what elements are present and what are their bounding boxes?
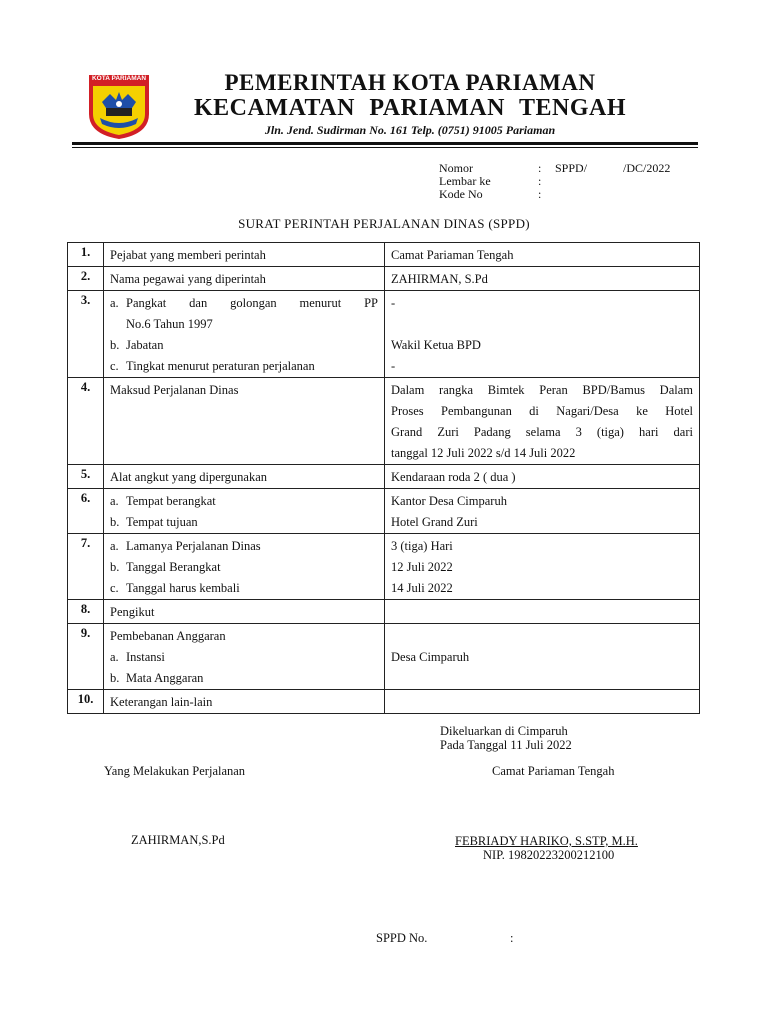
row-label: Tingkat menurut peraturan perjalanan <box>126 359 315 373</box>
table-row <box>68 600 700 624</box>
signatory-right-name: FEBRIADY HARIKO, S.STP, M.H. <box>455 834 638 848</box>
row-value: - <box>391 296 396 310</box>
table-row <box>68 465 700 489</box>
row-value: Desa Cimparuh <box>391 650 470 664</box>
row-label: No.6 Tahun 1997 <box>126 317 213 331</box>
row-value <box>391 602 693 623</box>
row-label: Mata Anggaran <box>126 671 204 685</box>
meta-lembar-colon: : <box>538 174 542 188</box>
row-label: Pejabat yang memberi perintah <box>110 248 266 262</box>
sub-marker: b. <box>110 338 120 352</box>
logo-caption: KOTA PARIAMAN <box>91 75 147 82</box>
row-label: Tempat tujuan <box>126 515 198 529</box>
row-value: Kendaraan roda 2 ( dua ) <box>391 470 516 484</box>
sub-marker: a. <box>110 539 119 553</box>
row-label: Instansi <box>126 650 165 664</box>
table-row <box>68 624 700 690</box>
table-row <box>68 489 700 534</box>
row-label: Pengikut <box>110 605 155 619</box>
row-label: Tempat berangkat <box>126 494 216 508</box>
meta-nomor-suffix: /DC/2022 <box>623 161 671 175</box>
table-row <box>68 690 700 714</box>
row-value: ZAHIRMAN, S.Pd <box>391 272 488 286</box>
row-value: Camat Pariaman Tengah <box>391 248 514 262</box>
sub-marker: a. <box>110 650 119 664</box>
sub-marker: b. <box>110 671 120 685</box>
row-number: 9. <box>68 624 104 690</box>
row-label: Alat angkut yang dipergunakan <box>110 470 268 484</box>
footer-sppd-label: SPPD No. <box>376 931 428 945</box>
meta-lembar-label: Lembar ke <box>439 174 491 188</box>
row-label: Keterangan lain-lain <box>110 695 213 709</box>
row-value: Wakil Ketua BPD <box>391 338 481 352</box>
row-number: 5. <box>68 465 104 489</box>
issued-date: Pada Tanggal 11 Juli 2022 <box>440 738 572 752</box>
header-address: Jln. Jend. Sudirman No. 161 Telp. (0751) 91005 Pariaman <box>264 123 556 137</box>
sub-marker: a. <box>110 296 119 310</box>
row-value: 12 Juli 2022 <box>391 560 453 574</box>
header-district: KECAMATAN PARIAMAN TENGAH <box>193 95 627 121</box>
row-value: tanggal 12 Juli 2022 s/d 14 Juli 2022 <box>391 446 576 460</box>
sub-marker: c. <box>110 581 119 595</box>
row-value: Dalam rangka Bimtek Peran BPD/Bamus Dalam <box>391 383 693 397</box>
document-title: SURAT PERINTAH PERJALANAN DINAS (SPPD) <box>238 216 530 231</box>
table-row <box>68 291 700 378</box>
row-number: 10. <box>68 690 104 714</box>
row-number: 8. <box>68 600 104 624</box>
row-value: Hotel Grand Zuri <box>391 515 478 529</box>
row-value: 14 Juli 2022 <box>391 581 453 595</box>
row-label: Maksud Perjalanan Dinas <box>110 383 239 397</box>
row-number: 6. <box>68 489 104 534</box>
row-label: Pangkat dan golongan menurut PP <box>126 296 378 310</box>
meta-kode-colon: : <box>538 187 542 201</box>
header-government: PEMERINTAH KOTA PARIAMAN <box>224 70 596 95</box>
row-label: Tanggal harus kembali <box>126 581 240 595</box>
header-rule-thin <box>72 147 698 148</box>
row-value: Grand Zuri Padang selama 3 (tiga) hari dari <box>391 425 693 439</box>
row-number: 1. <box>68 243 104 267</box>
sub-marker: b. <box>110 515 120 529</box>
row-value: Kantor Desa Cimparuh <box>391 494 507 508</box>
table-row <box>68 243 700 267</box>
kota-pariaman-logo <box>88 74 150 140</box>
row-value: - <box>391 359 396 373</box>
meta-nomor-value: SPPD/ <box>555 161 588 175</box>
table-row <box>68 267 700 291</box>
row-number: 2. <box>68 267 104 291</box>
row-label: Pembebanan Anggaran <box>110 629 226 643</box>
issued-place: Dikeluarkan di Cimparuh <box>440 724 568 738</box>
header-rule-thick <box>72 142 698 145</box>
row-label: Tanggal Berangkat <box>126 560 221 574</box>
sub-marker: a. <box>110 494 119 508</box>
sub-marker: c. <box>110 359 119 373</box>
table-row <box>68 378 700 465</box>
meta-kode-label: Kode No <box>439 187 483 201</box>
row-label: Jabatan <box>126 338 164 352</box>
row-number: 7. <box>68 534 104 600</box>
footer-sppd-colon: : <box>510 931 514 945</box>
row-number: 4. <box>68 378 104 465</box>
signatory-left-title: Yang Melakukan Perjalanan <box>104 764 246 778</box>
meta-nomor-label: Nomor <box>439 161 473 175</box>
meta-nomor-colon: : <box>538 161 542 175</box>
row-value <box>391 668 693 689</box>
signatory-right-nip: NIP. 19820223200212100 <box>483 848 615 862</box>
row-value <box>391 692 693 713</box>
row-label: Lamanya Perjalanan Dinas <box>126 539 261 553</box>
sub-marker: b. <box>110 560 120 574</box>
row-value: 3 (tiga) Hari <box>391 539 453 553</box>
signatory-left-name: ZAHIRMAN,S.Pd <box>131 833 225 847</box>
row-label: Nama pegawai yang diperintah <box>110 272 266 286</box>
row-number: 3. <box>68 291 104 378</box>
sppd-table <box>67 242 700 714</box>
signatory-right-title: Camat Pariaman Tengah <box>492 764 615 778</box>
table-row <box>68 534 700 600</box>
row-value: Proses Pembangunan di Nagari/Desa ke Hotel <box>391 404 693 418</box>
